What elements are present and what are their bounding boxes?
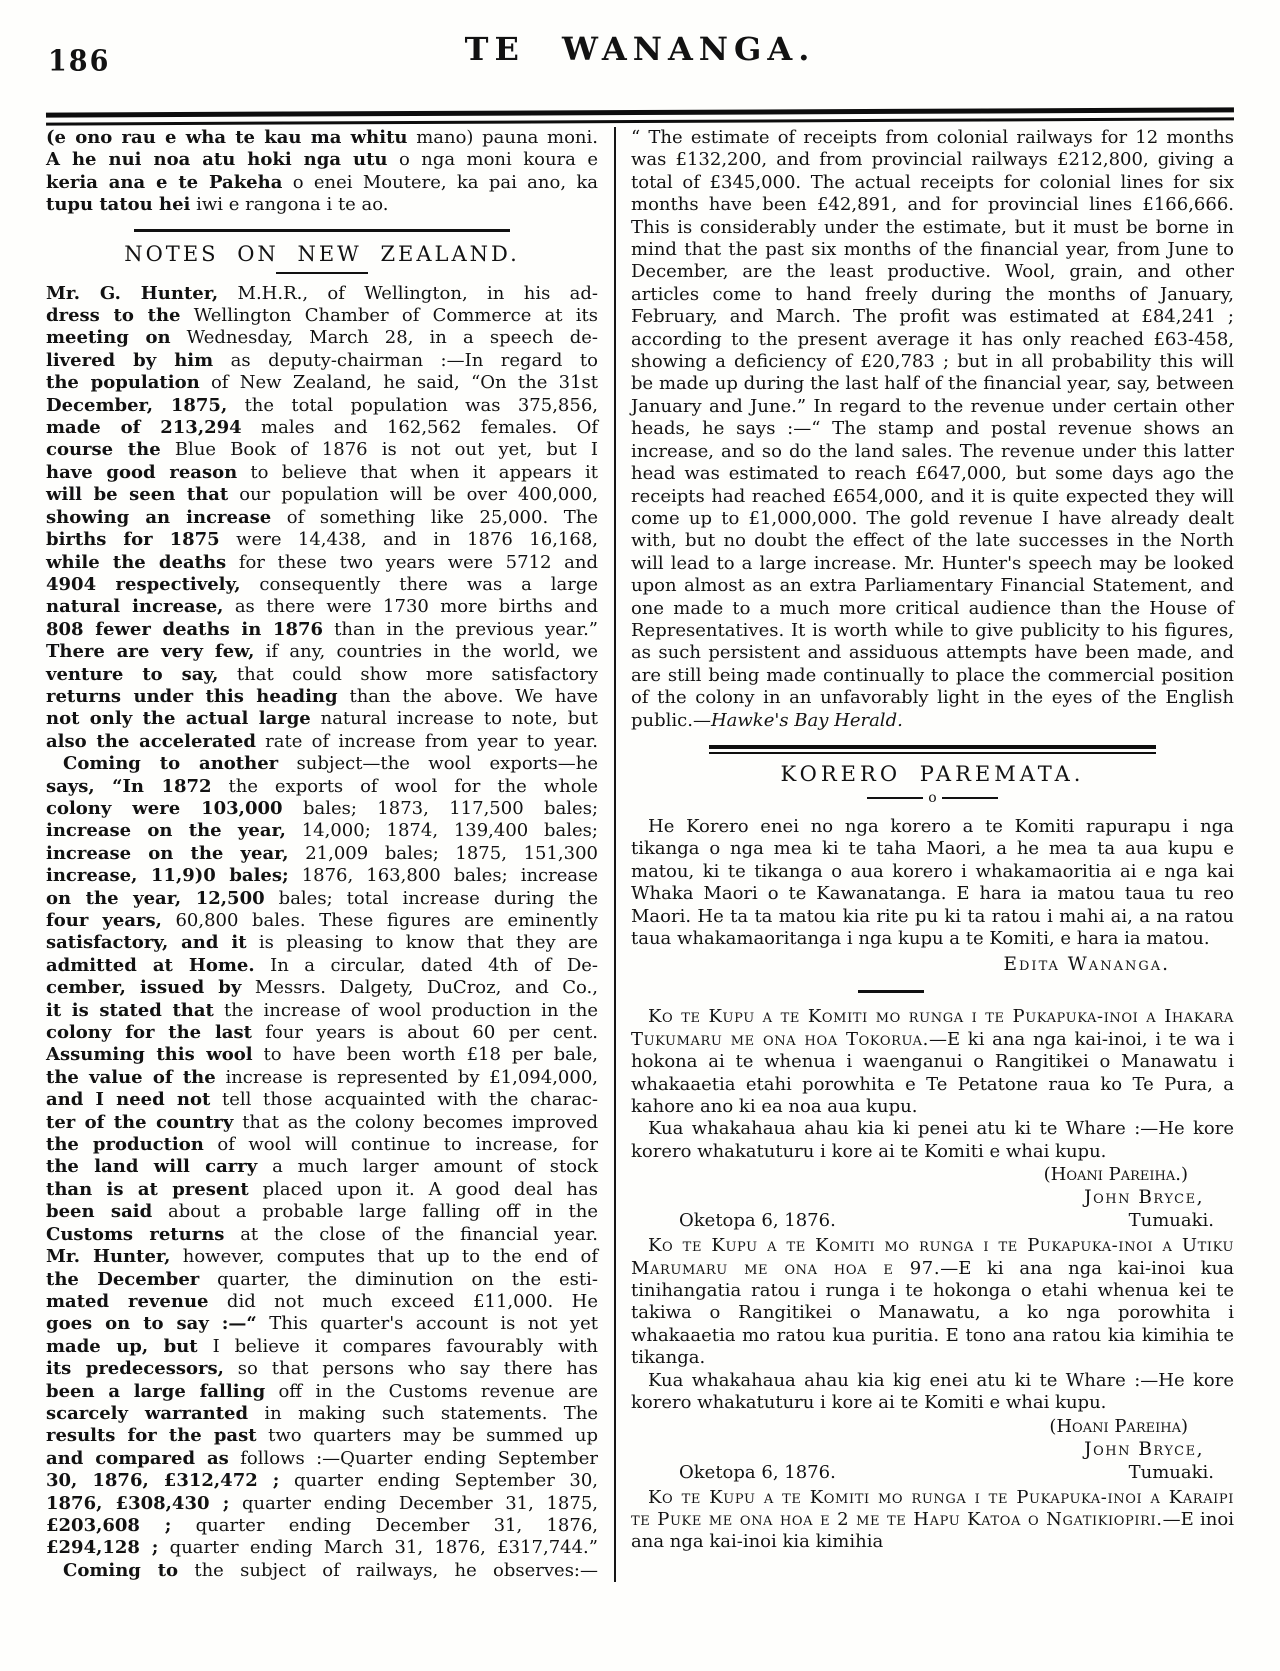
bold-lead: tupu tatou hei xyxy=(46,194,191,216)
bold-lead: course the xyxy=(46,439,161,461)
bold-lead: Coming to xyxy=(63,1559,179,1581)
bold-lead: colony for the last xyxy=(46,1022,252,1044)
date-role-line xyxy=(631,1209,1234,1233)
bold-lead: births for 1875 xyxy=(46,529,220,551)
line-rest: consequently there was a large xyxy=(259,573,598,595)
text-line xyxy=(46,1156,598,1178)
text-line xyxy=(46,395,598,417)
line-rest: This quarter's account is not yet xyxy=(269,1313,598,1335)
section-heading-korero: KORERO PAREMATA. xyxy=(780,761,1085,786)
text-line xyxy=(46,305,598,327)
line-rest: the subject of railways, he observes:— xyxy=(194,1559,598,1581)
text-line xyxy=(46,1044,598,1066)
text-line xyxy=(46,753,598,775)
line-rest: o enei Moutere, ka pai ano, ka xyxy=(292,171,599,193)
page-number: 186 xyxy=(48,44,111,79)
line-rest: quarter ending December 31, 1876, xyxy=(195,1514,598,1536)
bold-lead: keria ana e te Pakeha xyxy=(46,171,283,193)
text-line xyxy=(46,596,598,618)
line-rest: than the above. We have xyxy=(349,685,598,707)
line-rest: than in the previous year.” xyxy=(334,618,599,640)
committee-order-paragraph: Kua whakahaua ahau kia ki penei atu ki te Whare :—He kore korero whakatuturu i kore ai te Komiti e whai kupu. xyxy=(631,1118,1234,1162)
bold-lead: natural increase, xyxy=(46,596,224,618)
text-line xyxy=(46,552,598,574)
line-rest: if any, countries in the world, we xyxy=(265,641,598,663)
text-line xyxy=(46,1291,598,1313)
bold-lead: Assuming this wool xyxy=(46,1044,253,1066)
text-line xyxy=(46,641,598,663)
line-rest: 1876, 163,800 bales; increase xyxy=(301,865,598,887)
bold-lead: Mr. Hunter, xyxy=(46,1246,171,1268)
line-rest: in making such statements. The xyxy=(264,1402,598,1424)
line-rest: I believe it compares favourably with xyxy=(212,1335,598,1357)
line-rest: Blue Book of 1876 is not out yet, but I xyxy=(174,439,598,461)
line-rest: did not much exceed £11,000. He xyxy=(226,1290,598,1312)
text-line xyxy=(46,955,598,977)
line-rest: to believe that when it appears it xyxy=(250,461,598,483)
line-rest: our population will be over 400,000, xyxy=(239,484,598,506)
text-line xyxy=(46,1425,598,1447)
bold-lead: £203,608 ; xyxy=(46,1514,172,1536)
bold-lead: 30, 1876, £312,472 ; xyxy=(46,1470,280,1492)
railways-quote-paragraph xyxy=(631,127,1234,732)
clerk-attribution: (Hoani Pareiha.) xyxy=(1043,1164,1188,1186)
line-rest: tell those acquainted with the charac- xyxy=(221,1089,598,1111)
editor-signature: Edita Wananga. xyxy=(1003,954,1170,976)
line-rest: to have been worth £18 per bale, xyxy=(263,1044,598,1066)
role-label: Tumuaki. xyxy=(1128,1210,1214,1232)
bold-lead: made up, but xyxy=(46,1335,198,1357)
line-rest: is pleasing to know that they are xyxy=(258,932,598,954)
ornament-line-right xyxy=(942,797,998,799)
line-rest: of something like 25,000. The xyxy=(286,506,598,528)
bold-lead: admitted at Home. xyxy=(46,954,255,976)
petition-body: —E ki ana nga kai-inoi kua tinihangatia ratou i runga i te hokonga o etahi whenua kei te takiwa o Rangitikei o Manawatu, a ko nga porowhita i whakaaetia mo ratou kua puritia. E tono ana ratou kia kimihia te tikanga. xyxy=(631,1257,1234,1369)
bold-lead: increase on the year, xyxy=(46,842,289,864)
petitions-list xyxy=(631,1006,1234,1484)
text-line xyxy=(46,977,598,999)
bold-lead: dress to the xyxy=(46,305,181,327)
date-label: Oketopa 6, 1876. xyxy=(679,1461,836,1483)
bold-lead: livered by him xyxy=(46,349,214,371)
bold-lead: the land will carry xyxy=(46,1156,258,1178)
text-line xyxy=(46,1537,598,1559)
bold-lead: meeting on xyxy=(46,327,171,349)
bold-lead: than is at present xyxy=(46,1178,249,1200)
line-rest: of wool will continue to increase, for xyxy=(217,1134,599,1156)
text-line xyxy=(46,1022,598,1044)
line-rest: quarter ending December 31, 1875, xyxy=(242,1492,598,1514)
line-rest: quarter ending March 31, 1876, £317,744.” xyxy=(169,1537,598,1559)
text-line xyxy=(46,1134,598,1156)
text-line xyxy=(46,172,598,194)
text-line xyxy=(46,932,598,954)
double-rule-top xyxy=(709,745,1155,749)
line-rest: rate of increase from year to year. xyxy=(265,730,598,752)
line-rest: however, computes that up to the end of xyxy=(182,1246,598,1268)
bold-lead: four years, xyxy=(46,910,162,931)
line-rest: that as the colony becomes improved xyxy=(242,1111,598,1133)
line-rest: Wednesday, March 28, in a speech de- xyxy=(186,327,598,349)
korero-intro-paragraph: He Korero enei no nga korero a te Komiti rapurapu i nga tikanga o nga mea ki te taha Maori, a he mea ta aua kupu e matou, ki te tikanga o aua korero i whakamaoritia ai e nga kai Whaka Maori o te Kawanatanga. E hara ia matou taua tu reo Maori. He ta ta matou kia rite pu ki ta ratou i mahi ai, a na ratou taua whakamaoritanga i nga kupu a te Komiti, e hara ia matou. xyxy=(631,815,1234,949)
bold-lead: also the accelerated xyxy=(46,730,256,752)
bold-lead: returns under this heading xyxy=(46,685,338,707)
separator-rule xyxy=(858,990,924,993)
section-heading-notes: NOTES ON NEW ZEALAND. xyxy=(124,241,520,266)
line-rest: iwi e rangona i te ao. xyxy=(196,194,389,216)
section-rule xyxy=(134,229,509,232)
text-line xyxy=(46,1403,598,1425)
text-line xyxy=(46,1067,598,1089)
ornament-line-left xyxy=(867,797,923,799)
line-rest: In a circular, dated 4th of De- xyxy=(270,954,598,976)
role-label: Tumuaki. xyxy=(1128,1461,1214,1483)
bold-lead: December, 1875, xyxy=(46,394,228,416)
text-line xyxy=(46,910,598,932)
text-line xyxy=(46,127,598,149)
header-rule-top xyxy=(46,107,1234,117)
line-rest: the exports of wool for the whole xyxy=(228,775,598,797)
bold-lead: the value of the xyxy=(46,1066,216,1088)
text-line xyxy=(46,865,598,887)
text-line xyxy=(46,327,598,349)
bold-lead: been a large falling xyxy=(46,1380,266,1402)
masthead-title: TE WANANGA. xyxy=(464,30,816,68)
text-line xyxy=(46,1493,598,1515)
line-rest: four years is about 60 per cent. xyxy=(265,1022,598,1044)
bold-lead: There are very few, xyxy=(46,641,255,663)
ornament-divider xyxy=(631,791,1234,805)
left-column xyxy=(46,127,598,1582)
text-line xyxy=(46,686,598,708)
text-line xyxy=(46,731,598,753)
line-rest: subject—the wool exports—he xyxy=(296,753,598,775)
text-line xyxy=(46,529,598,551)
text-line xyxy=(46,1560,598,1582)
line-rest: mano) pauna moni. xyxy=(416,127,598,148)
line-rest: o nga moni koura e xyxy=(398,149,598,171)
page-header xyxy=(46,30,1234,106)
text-line xyxy=(46,1470,598,1492)
chairman-signature: John Bryce, xyxy=(1084,1187,1204,1209)
petition-body: —E ki ana nga kai-inoi, i te wa i hokona ai te whenua i waenganui o Rangitikei o Manawatu i whakaaetia etahi porowhita e Te Petatone raua ko Te Pura, a kahore ano ki ea noa aua kupu. xyxy=(631,1028,1234,1118)
section-divider-double-rule xyxy=(709,745,1155,754)
bold-lead: goes on to say :—“ xyxy=(46,1313,257,1335)
double-rule-bottom xyxy=(709,752,1155,754)
bold-lead: and compared as xyxy=(46,1447,229,1469)
bold-lead: (e ono rau e wha te kau ma whitu xyxy=(46,127,408,148)
line-rest: the increase of wool production in the xyxy=(223,999,598,1021)
text-line xyxy=(46,664,598,686)
bold-lead: made of 213,294 xyxy=(46,417,242,439)
date-label: Oketopa 6, 1876. xyxy=(679,1210,836,1232)
line-rest: bales; total increase during the xyxy=(278,887,598,909)
railways-quote-text: “ The estimate of receipts from colonial railways for 12 months was £132,200, and from provincial railways £212,800, giving a total of £345,000. The actual receipts for colonial lines for six months have been £42,891, and for provincial lines £166,666. This is considerably under the estimate, but it must be borne in mind that the past six months of the financial year, from June to December, are the least productive. Wool, grain, and other articles come to hand freely during the months of January, February, and March. The profit was estimated at £84,241 ; according to the present average it has only reached £63-458, showing a deficiency of £20,783 ; but in all probability this will be made up during the last half of the financial year, say, between January and June.” In regard to the revenue under certain other heads, he says :—“ The stamp and postal revenue shows an increase, and so do the land sales. The revenue under this latter head was estimated to reach £647,000, but some days ago the receipts had reached £654,000, and it is quite expected they will come up to £1,000,000. The gold revenue I have already dealt with, but no doubt the effect of the late successes in the North will lead to a large increase. Mr. Hunter's speech may be looked upon almost as an extra Parliamentary Financial Statement, and one made to a much more critical audience than the House of Representatives. It is worth while to give publicity to his figures, as such persistent and assiduous attempts have been made, and are still being made continually to place the commercial position of the colony in an unfavorably light in the eyes of the English public.— xyxy=(631,127,1234,731)
line-rest: Messrs. Dalgety, DuCroz, and Co., xyxy=(254,977,598,999)
text-line xyxy=(46,1179,598,1201)
petition-report xyxy=(631,1235,1234,1484)
masthead-rules xyxy=(46,107,1234,125)
text-line xyxy=(46,439,598,461)
line-rest: about a probable large falling off in the xyxy=(168,1201,598,1223)
bold-lead: says, “In 1872 xyxy=(46,775,212,797)
ornament-circle: o xyxy=(928,789,937,806)
line-rest: that could show more satisfactory xyxy=(236,663,598,685)
bold-lead: 808 fewer deaths in 1876 xyxy=(46,618,324,640)
bold-lead: increase on the year, xyxy=(46,820,286,842)
column-divider-rule xyxy=(614,127,616,1582)
line-rest: a much larger amount of stock xyxy=(272,1156,598,1178)
bold-lead: venture to say, xyxy=(46,663,219,685)
line-rest: 21,009 bales; 1875, 151,300 xyxy=(305,842,598,864)
clerk-attribution: (Hoani Pareiha) xyxy=(1049,1415,1188,1437)
column-layout xyxy=(46,127,1234,1582)
bold-lead: cember, issued by xyxy=(46,977,242,999)
text-line xyxy=(46,1269,598,1291)
section-heading-underline xyxy=(276,272,368,274)
text-line xyxy=(46,776,598,798)
line-rest: quarter, the diminution on the esti- xyxy=(217,1268,598,1290)
petition-paragraph xyxy=(631,1006,1234,1118)
line-rest: 60,800 bales. These figures are eminently xyxy=(175,910,598,931)
bold-lead: scarcely warranted xyxy=(46,1402,249,1424)
bold-lead: 4904 respectively, xyxy=(46,573,241,595)
line-rest: two quarters may be summed up xyxy=(268,1425,598,1447)
header-rule-bottom xyxy=(46,117,1234,125)
text-line xyxy=(46,194,598,216)
line-rest: males and 162,562 females. Of xyxy=(261,417,598,439)
bold-lead: it is stated that xyxy=(46,999,214,1021)
right-column xyxy=(631,127,1234,1582)
bold-lead: the production xyxy=(46,1134,204,1156)
partial-petition-paragraph xyxy=(631,1487,1234,1554)
article-body xyxy=(46,283,598,1583)
line-rest: the total population was 375,856, xyxy=(244,394,598,416)
bold-lead: not only the actual large xyxy=(46,708,311,730)
line-rest: as there were 1730 more births and xyxy=(234,596,598,618)
text-line xyxy=(46,1000,598,1022)
line-rest: as deputy-chairman :—In regard to xyxy=(230,349,598,371)
text-line xyxy=(46,708,598,730)
text-line xyxy=(46,1358,598,1380)
bold-lead: colony were 103,000 xyxy=(46,797,283,819)
text-line xyxy=(46,1246,598,1268)
bold-lead: the December xyxy=(46,1268,200,1290)
line-rest: at the close of the financial year. xyxy=(240,1223,598,1245)
text-line xyxy=(46,843,598,865)
line-rest: so that persons who say there has xyxy=(237,1358,598,1380)
bold-lead: A he nui noa atu hoki nga utu xyxy=(46,149,388,171)
text-line xyxy=(46,1515,598,1537)
bold-lead: ter of the country xyxy=(46,1111,234,1133)
text-line xyxy=(46,417,598,439)
text-line xyxy=(46,372,598,394)
bold-lead: Coming to another xyxy=(63,753,279,775)
petition-title: Ko te Kupu a te Komiti mo runga i te Pukapuka-inoi a Utiku Marumaru me ona hoa e 97. xyxy=(631,1235,1234,1279)
line-rest: off in the Customs revenue are xyxy=(278,1380,598,1402)
line-rest: bales; 1873, 117,500 bales; xyxy=(302,797,599,819)
quote-source-citation: Hawke's Bay Herald. xyxy=(710,709,903,731)
line-rest: placed upon it. A good deal has xyxy=(262,1178,598,1200)
bold-lead: satisfactory, and it xyxy=(46,932,247,954)
petition-title: Ko te Kupu a te Komiti mo runga i te Pukapuka-inoi a Karaipi te Puke me ona hoa e 2 me te Hapu Katoa o Ngatikiopiri. xyxy=(631,1486,1234,1530)
bold-lead: £294,128 ; xyxy=(46,1537,159,1559)
bold-lead: showing an increase xyxy=(46,506,272,528)
text-line xyxy=(46,1448,598,1470)
text-line xyxy=(46,1089,598,1111)
bold-lead: 1876, £308,430 ; xyxy=(46,1492,230,1514)
bold-lead: and I need not xyxy=(46,1089,211,1111)
line-rest: were 14,438, and in 1876 16,168, xyxy=(236,529,598,551)
text-line xyxy=(46,619,598,641)
text-line xyxy=(46,484,598,506)
date-role-line xyxy=(631,1461,1234,1485)
bold-lead: increase, 11,9)0 bales; xyxy=(46,865,289,887)
text-line xyxy=(46,283,598,305)
bold-lead: while the deaths xyxy=(46,551,227,573)
bold-lead: Mr. G. Hunter, xyxy=(46,282,219,304)
text-line xyxy=(46,888,598,910)
text-line xyxy=(46,798,598,820)
text-line xyxy=(46,1336,598,1358)
line-rest: Wellington Chamber of Commerce at its xyxy=(193,305,598,327)
line-rest: M.H.R., of Wellington, in his ad- xyxy=(237,282,598,304)
bold-lead: on the year, 12,500 xyxy=(46,887,265,909)
line-rest: quarter ending September 30, xyxy=(293,1470,598,1492)
line-rest: follows :—Quarter ending September xyxy=(240,1447,598,1469)
text-line xyxy=(46,1112,598,1134)
text-line xyxy=(46,574,598,596)
bold-lead: will be seen that xyxy=(46,484,229,506)
petition-title: Ko te Kupu a te Komiti mo runga i te Pukapuka-inoi a Ihakara Tukumaru me ona hoa Tokorua. xyxy=(631,1006,1234,1050)
line-rest: increase is represented by £1,094,000, xyxy=(225,1066,598,1088)
bold-lead: mated revenue xyxy=(46,1290,209,1312)
maori-intro-paragraph xyxy=(46,127,598,217)
petition-body: —E inoi ana nga kai-inoi kia kimihia xyxy=(631,1508,1234,1553)
text-line xyxy=(46,1224,598,1246)
line-rest: natural increase to note, but xyxy=(320,708,598,730)
petition-paragraph xyxy=(631,1235,1234,1369)
line-rest: for these two years were 5712 and xyxy=(238,551,598,573)
bold-lead: the population xyxy=(46,372,200,394)
bold-lead: been said xyxy=(46,1201,153,1223)
text-line xyxy=(46,1313,598,1335)
petition-report xyxy=(631,1006,1234,1233)
bold-lead: its predecessors, xyxy=(46,1358,224,1380)
text-line xyxy=(46,507,598,529)
text-line xyxy=(46,350,598,372)
committee-order-paragraph: Kua whakahaua ahau kia kig enei atu ki te Whare :—He kore korero whakatuturu i kore ai te Komiti e whai kupu. xyxy=(631,1369,1234,1414)
chairman-signature: John Bryce, xyxy=(1084,1438,1204,1460)
line-rest: 14,000; 1874, 139,400 bales; xyxy=(301,820,598,842)
bold-lead: Customs returns xyxy=(46,1223,225,1245)
text-line xyxy=(46,820,598,842)
text-line xyxy=(46,1201,598,1223)
text-line xyxy=(46,1381,598,1403)
text-line xyxy=(46,149,598,171)
text-line xyxy=(46,462,598,484)
bold-lead: have good reason xyxy=(46,461,238,483)
line-rest: of New Zealand, he said, “On the 31st xyxy=(210,372,598,394)
bold-lead: results for the past xyxy=(46,1425,257,1447)
